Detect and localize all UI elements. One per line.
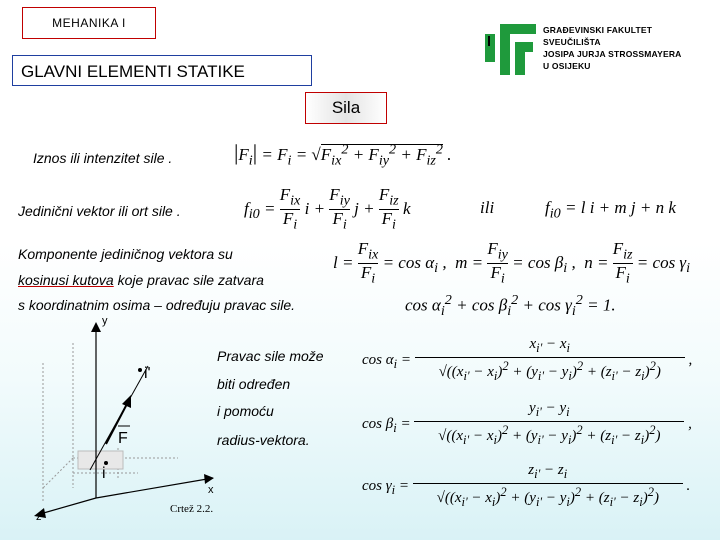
components-text-2b: koje pravac sile zatvara bbox=[113, 272, 264, 288]
axis-x-label: x bbox=[208, 484, 214, 496]
x-axis-arrow-icon bbox=[204, 474, 214, 484]
x-axis-line bbox=[96, 478, 213, 498]
faculty-logo-icon bbox=[483, 22, 538, 77]
course-label: MEHANIKA I bbox=[22, 7, 156, 39]
direction-text-1: Pravac sile može bbox=[217, 348, 324, 364]
direction-text-3: i pomoću bbox=[217, 403, 274, 419]
section-heading: Sila bbox=[305, 92, 387, 124]
faculty-name-line: GRAĐEVINSKI FAKULTET bbox=[543, 25, 653, 35]
components-text-2 bbox=[18, 272, 264, 288]
faculty-name-line: U OSIJEKU bbox=[543, 61, 591, 71]
cos-alpha-formula: $\cos \alpha_i$ = $\frac{x_{i'} - x_i}{√((x_{i'} - x_i)^2 + (y_{i'} - y_i)^2 + (z_{i'} - z_i)^2)}$ , bbox=[362, 336, 693, 383]
faculty-name-line: SVEUČILIŠTA bbox=[543, 37, 601, 47]
point-i-prime-label: i' bbox=[144, 365, 151, 382]
coordinate-figure bbox=[18, 318, 218, 528]
y-axis-arrow-icon bbox=[91, 322, 101, 332]
force-label: F bbox=[118, 430, 128, 447]
point-i-prime bbox=[138, 368, 142, 372]
ili-word: ili bbox=[480, 198, 495, 217]
direction-cosines-formula: l = $\frac{F_{ix}}{F_i}$ = $\cos \alpha_i$ , m = $\frac{F_{iy}}{F_i}$ = $\cos \beta_i$ , n = $\frac{F_{iz}}{F_i}$ = $\cos \gamma_i$ bbox=[333, 239, 691, 287]
point-i-label: i bbox=[102, 465, 106, 482]
direction-text-4: radius-vektora. bbox=[217, 432, 310, 448]
cosines-highlight: kosinusi kutova bbox=[18, 272, 114, 288]
z-axis-line bbox=[40, 498, 96, 514]
figure-caption: Crtež 2.2. bbox=[170, 503, 214, 515]
unit-vector-text: Jedinični vektor ili ort sile . bbox=[18, 203, 181, 219]
magnitude-formula: $|F_i| = F_i = √F_{ix}^2 + F_{iy}^2 + F_{iz}^2$ . bbox=[234, 140, 452, 169]
faculty-name-line: JOSIPA JURJA STROSSMAYERA bbox=[543, 49, 682, 59]
cosine-sum-formula: $\cos \alpha_i^2 + \cos \beta_i^2 + \cos \gamma_i^2 = 1$. bbox=[405, 292, 616, 320]
axis-z-label: z bbox=[36, 511, 42, 523]
unit-vector-formula: $f_{i0}$ = $\frac{F_{ix}}{F_i}$ i + $\frac{F_{iy}}{F_i}$ j + $\frac{F_{iz}}{F_i}$ k bbox=[244, 185, 411, 233]
faculty-name bbox=[543, 24, 682, 72]
cos-beta-formula: $\cos \beta_i$ = $\frac{y_{i'} - y_i}{√((x_{i'} - x_i)^2 + (y_{i'} - y_i)^2 + (z_{i'} - z_i)^2)}$ , bbox=[362, 400, 692, 447]
page-title: GLAVNI ELEMENTI STATIKE bbox=[12, 55, 312, 86]
components-text-1: Komponente jediničnog vektora su bbox=[18, 246, 233, 262]
cos-gamma-formula: $\cos \gamma_i$ = $\frac{z_{i'} - z_i}{√((x_{i'} - x_i)^2 + (y_{i'} - y_i)^2 + (z_{i'} - z_i)^2)}$ . bbox=[362, 462, 691, 509]
unit-vector-short-formula: $f_{i0} = l$ i + m j + n k bbox=[545, 198, 676, 222]
axis-y-label: y bbox=[102, 318, 108, 327]
direction-text-2: biti određen bbox=[217, 376, 291, 392]
components-text-3: s koordinatnim osima – određuju pravac sile. bbox=[18, 297, 296, 313]
magnitude-text: Iznos ili intenzitet sile . bbox=[33, 150, 173, 166]
